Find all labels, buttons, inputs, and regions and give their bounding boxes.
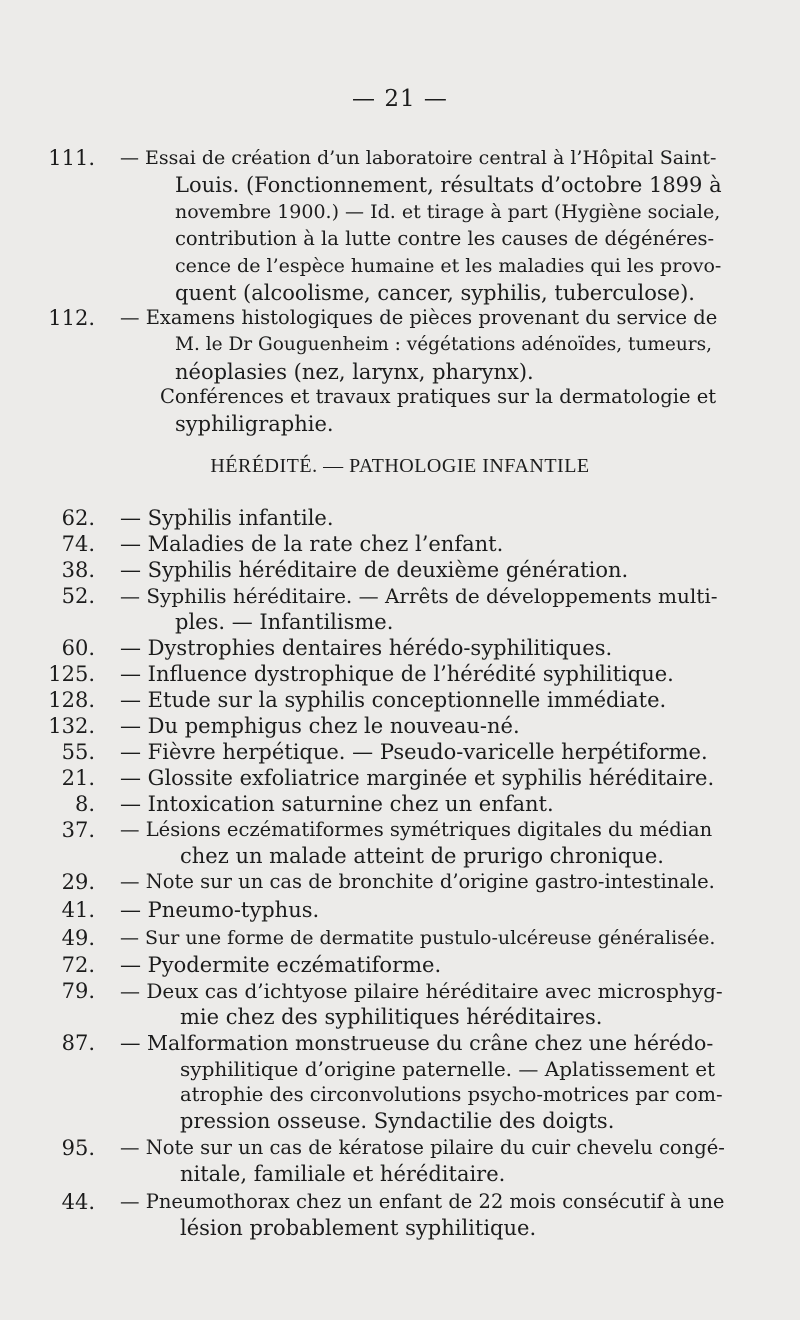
entry-line: mie chez des syphilitiques héréditaires.	[180, 1005, 603, 1029]
entry-line: — Intoxication saturnine chez un enfant.	[120, 792, 554, 816]
section-heading: HÉRÉDITÉ. — PATHOLOGIE INFANTILE	[210, 455, 590, 477]
entry-number: 132.	[48, 714, 95, 738]
entry-line: Conférences et travaux pratiques sur la dermatologie et	[160, 385, 717, 408]
entry-number: 52.	[61, 584, 95, 608]
entry-number: 72.	[61, 953, 95, 977]
entry-line: — Dystrophies dentaires hérédo-syphilitiques.	[120, 636, 613, 660]
entry-number: 38.	[61, 558, 95, 582]
entry-line: — Examens histologiques de pièces provenant du service de	[120, 306, 718, 329]
entry-number: 112.	[48, 306, 95, 330]
entry-line: quent (alcoolisme, cancer, syphilis, tuberculose).	[175, 281, 695, 305]
entry-number: 74.	[61, 532, 95, 556]
entry-line: — Pyodermite eczématiforme.	[120, 953, 442, 977]
entry-line: pression osseuse. Syndactilie des doigts.	[180, 1109, 615, 1133]
entry-line: — Pneumo-typhus.	[120, 898, 320, 922]
entry-line: lésion probablement syphilitique.	[180, 1216, 537, 1240]
entry-line: M. le Dr Gouguenheim : végétations adénoïdes, tumeurs,	[175, 334, 713, 355]
entry-number: 55.	[61, 740, 95, 764]
entry-number: 111.	[48, 146, 95, 170]
entry-line: cence de l’espèce humaine et les maladies qui les provo-	[175, 255, 722, 277]
entry-line: — Sur une forme de dermatite pustulo-ulcéreuse généralisée.	[120, 927, 716, 949]
entry-number: 21.	[61, 766, 95, 790]
entry-number: 37.	[61, 818, 95, 842]
entry-line: — Lésions eczématiformes symétriques digitales du médian	[120, 818, 713, 841]
entry-line: néoplasies (nez, larynx, pharynx).	[175, 360, 534, 384]
entry-line: — Maladies de la rate chez l’enfant.	[120, 532, 504, 556]
entry-number: 62.	[61, 506, 95, 530]
entry-line: — Essai de création d’un laboratoire central à l’Hôpital Saint-	[120, 147, 717, 169]
entry-line: — Fièvre herpétique. — Pseudo-varicelle herpétiforme.	[120, 740, 708, 764]
entry-number: 128.	[48, 688, 95, 712]
entry-number: 95.	[61, 1136, 95, 1160]
entry-line: novembre 1900.) — Id. et tirage à part (Hygiène sociale,	[175, 201, 721, 223]
entry-line: — Syphilis héréditaire de deuxième génération.	[120, 558, 629, 582]
entry-line: syphiligraphie.	[175, 412, 334, 436]
entry-line: — Du pemphigus chez le nouveau-né.	[120, 714, 520, 738]
entry-number: 125.	[48, 662, 95, 686]
entry-line: — Note sur un cas de kératose pilaire du cuir chevelu congé-	[120, 1136, 725, 1159]
entry-number: 8.	[74, 792, 95, 816]
entry-line: contribution à la lutte contre les causes de dégénéres-	[175, 227, 715, 250]
entry-line: — Deux cas d’ichtyose pilaire héréditaire avec microsphyg-	[120, 979, 723, 1003]
entry-number: 44.	[61, 1190, 95, 1214]
entry-line: — Syphilis héréditaire. — Arrêts de développements multi-	[120, 584, 718, 608]
entry-line: atrophie des circonvolutions psycho-motrices par com-	[180, 1083, 723, 1106]
entry-number: 49.	[61, 926, 95, 950]
entry-line: — Note sur un cas de bronchite d’origine gastro-intestinale.	[120, 870, 715, 893]
entry-line: ples. — Infantilisme.	[175, 610, 394, 634]
entry-line: nitale, familiale et héréditaire.	[180, 1162, 506, 1186]
entry-line: — Influence dystrophique de l’hérédité syphilitique.	[120, 662, 674, 686]
entry-number: 41.	[61, 898, 95, 922]
entry-line: — Glossite exfoliatrice marginée et syphilis héréditaire.	[120, 766, 715, 790]
entry-number: 29.	[61, 870, 95, 894]
entry-line: chez un malade atteint de prurigo chronique.	[180, 844, 664, 868]
entry-number: 79.	[61, 979, 95, 1003]
entry-line: — Etude sur la syphilis conceptionnelle immédiate.	[120, 688, 667, 712]
entry-line: syphilitique d’origine paternelle. — Aplatissement et	[180, 1057, 716, 1081]
entry-number: 87.	[61, 1031, 95, 1055]
page-number: — 21 —	[352, 86, 448, 112]
entry-line: — Malformation monstrueuse du crâne chez une hérédo-	[120, 1031, 714, 1055]
entry-number: 60.	[61, 636, 95, 660]
entry-line: — Syphilis infantile.	[120, 506, 334, 530]
entry-line: — Pneumothorax chez un enfant de 22 mois consécutif à une	[120, 1190, 725, 1213]
entry-line: Louis. (Fonctionnement, résultats d’octobre 1899 à	[175, 173, 722, 197]
